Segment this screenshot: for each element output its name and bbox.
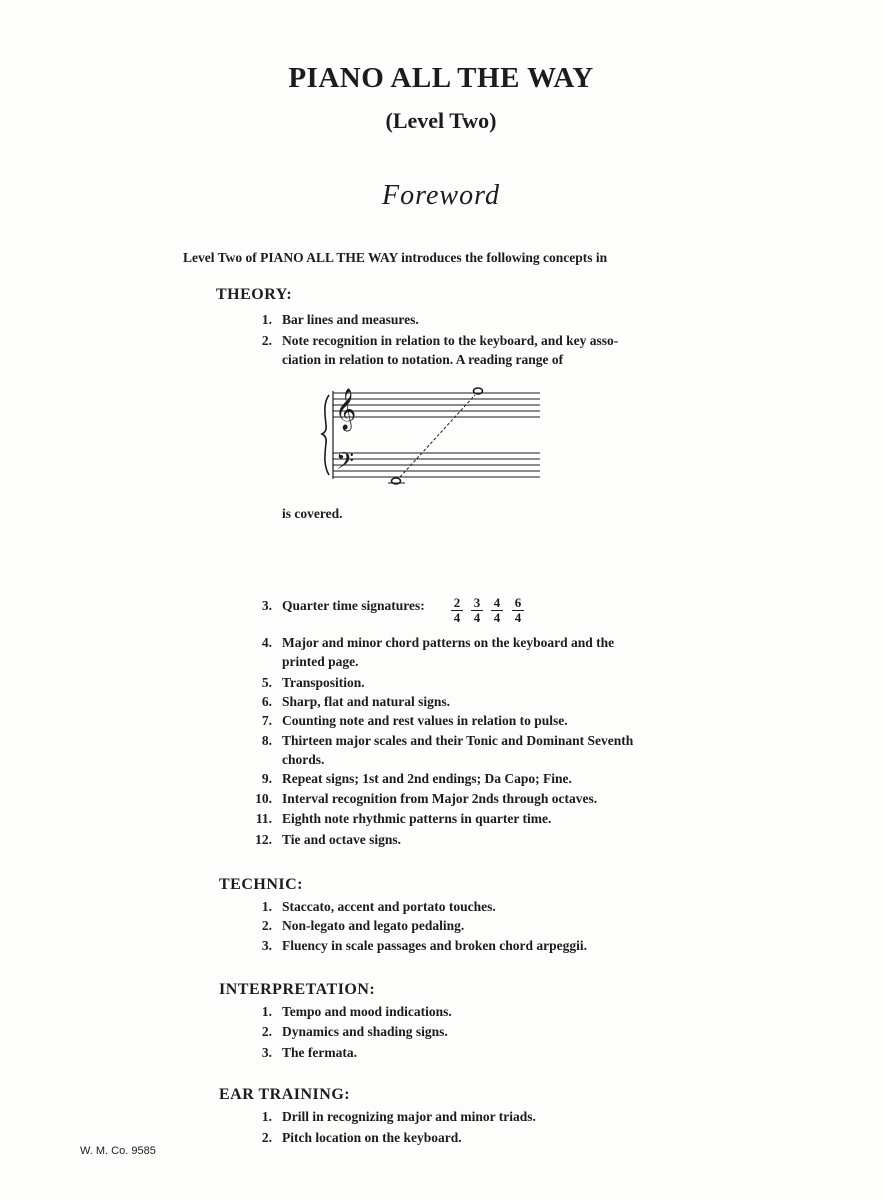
- item-number: 12.: [255, 832, 272, 847]
- item-number: 2.: [261, 1024, 272, 1039]
- item-text: Fluency in scale passages and broken chord arpeggii.: [282, 938, 588, 953]
- item-number: 1.: [261, 1004, 272, 1019]
- item-text: Bar lines and measures.: [282, 312, 419, 327]
- item-number: 5.: [261, 675, 272, 690]
- item-number: 1.: [261, 312, 272, 327]
- item-number: 7.: [261, 713, 272, 728]
- item-text-line2: printed page.: [282, 654, 359, 669]
- item-text: Pitch location on the keyboard.: [282, 1130, 462, 1145]
- item-number: 10.: [255, 791, 272, 806]
- theory-heading: THEORY:: [216, 286, 293, 303]
- time-signature-6-4: $\frac{6}{4}$: [512, 596, 524, 625]
- item-text: Drill in recognizing major and minor triads.: [282, 1109, 536, 1124]
- item-number: 2.: [261, 1130, 272, 1145]
- item-number: 2.: [261, 333, 272, 348]
- item-text: Tempo and mood indications.: [282, 1004, 452, 1019]
- time-signature-2-4: $\frac{2}{4}$: [451, 596, 463, 625]
- item-number: 1.: [261, 899, 272, 914]
- treble-staff: [333, 393, 540, 417]
- item-number: 1.: [261, 1109, 272, 1124]
- staff-brace: [322, 395, 329, 475]
- item-number: 8.: [261, 733, 272, 748]
- item-text-line2: ciation in relation to notation. A reading range of: [282, 352, 564, 367]
- item-text: Sharp, flat and natural signs.: [282, 694, 451, 709]
- bass-staff: [333, 453, 540, 477]
- item-number: 3.: [261, 598, 272, 613]
- item-number: 3.: [261, 1045, 272, 1060]
- item-number: 2.: [261, 918, 272, 933]
- item-number: 4.: [261, 635, 272, 650]
- intro-text: Level Two of PIANO ALL THE WAY introduces the following concepts in: [183, 250, 608, 265]
- time-signature-4-4: $\frac{4}{4}$: [491, 596, 503, 625]
- item-text: Tie and octave signs.: [282, 832, 402, 847]
- item-text: Staccato, accent and portato touches.: [282, 899, 496, 914]
- interpretation-heading: INTERPRETATION:: [219, 981, 376, 998]
- item-number: 3.: [261, 938, 272, 953]
- item-text: Counting note and rest values in relation to pulse.: [282, 713, 568, 728]
- item-number: 9.: [261, 771, 272, 786]
- item-text: Non-legato and legato pedaling.: [282, 918, 465, 933]
- item-text: Thirteen major scales and their Tonic and Dominant Seventh: [282, 733, 634, 748]
- bass-clef-icon: 𝄢: [336, 447, 355, 480]
- page-subtitle: (Level Two): [385, 108, 497, 133]
- item-number: 11.: [255, 811, 272, 826]
- item-text: Quarter time signatures:: [282, 598, 425, 613]
- item-text: Eighth note rhythmic patterns in quarter time.: [282, 811, 552, 826]
- item-text: Repeat signs; 1st and 2nd endings; Da Capo; Fine.: [282, 771, 572, 786]
- grand-staff-range: [320, 383, 545, 487]
- item-text: Dynamics and shading signs.: [282, 1024, 448, 1039]
- item-text: The fermata.: [282, 1045, 357, 1060]
- item-text: Transposition.: [282, 675, 365, 690]
- item-text: Note recognition in relation to the keyboard, and key asso-: [282, 333, 619, 348]
- page-title: PIANO ALL THE WAY: [288, 62, 594, 94]
- time-signature-3-4: $\frac{3}{4}$: [471, 596, 483, 625]
- ear-training-heading: EAR TRAINING:: [219, 1086, 351, 1103]
- catalog-number: W. M. Co. 9585: [80, 1145, 156, 1157]
- item-text: Major and minor chord patterns on the keyboard and the: [282, 635, 615, 650]
- foreword-heading: Foreword: [382, 180, 500, 211]
- technic-heading: TECHNIC:: [219, 876, 304, 893]
- item-text: Interval recognition from Major 2nds through octaves.: [282, 791, 598, 806]
- covered-text: is covered.: [282, 506, 343, 521]
- treble-clef-icon: 𝄞: [335, 389, 357, 430]
- item-text-line2: chords.: [282, 752, 325, 767]
- item-number: 6.: [261, 694, 272, 709]
